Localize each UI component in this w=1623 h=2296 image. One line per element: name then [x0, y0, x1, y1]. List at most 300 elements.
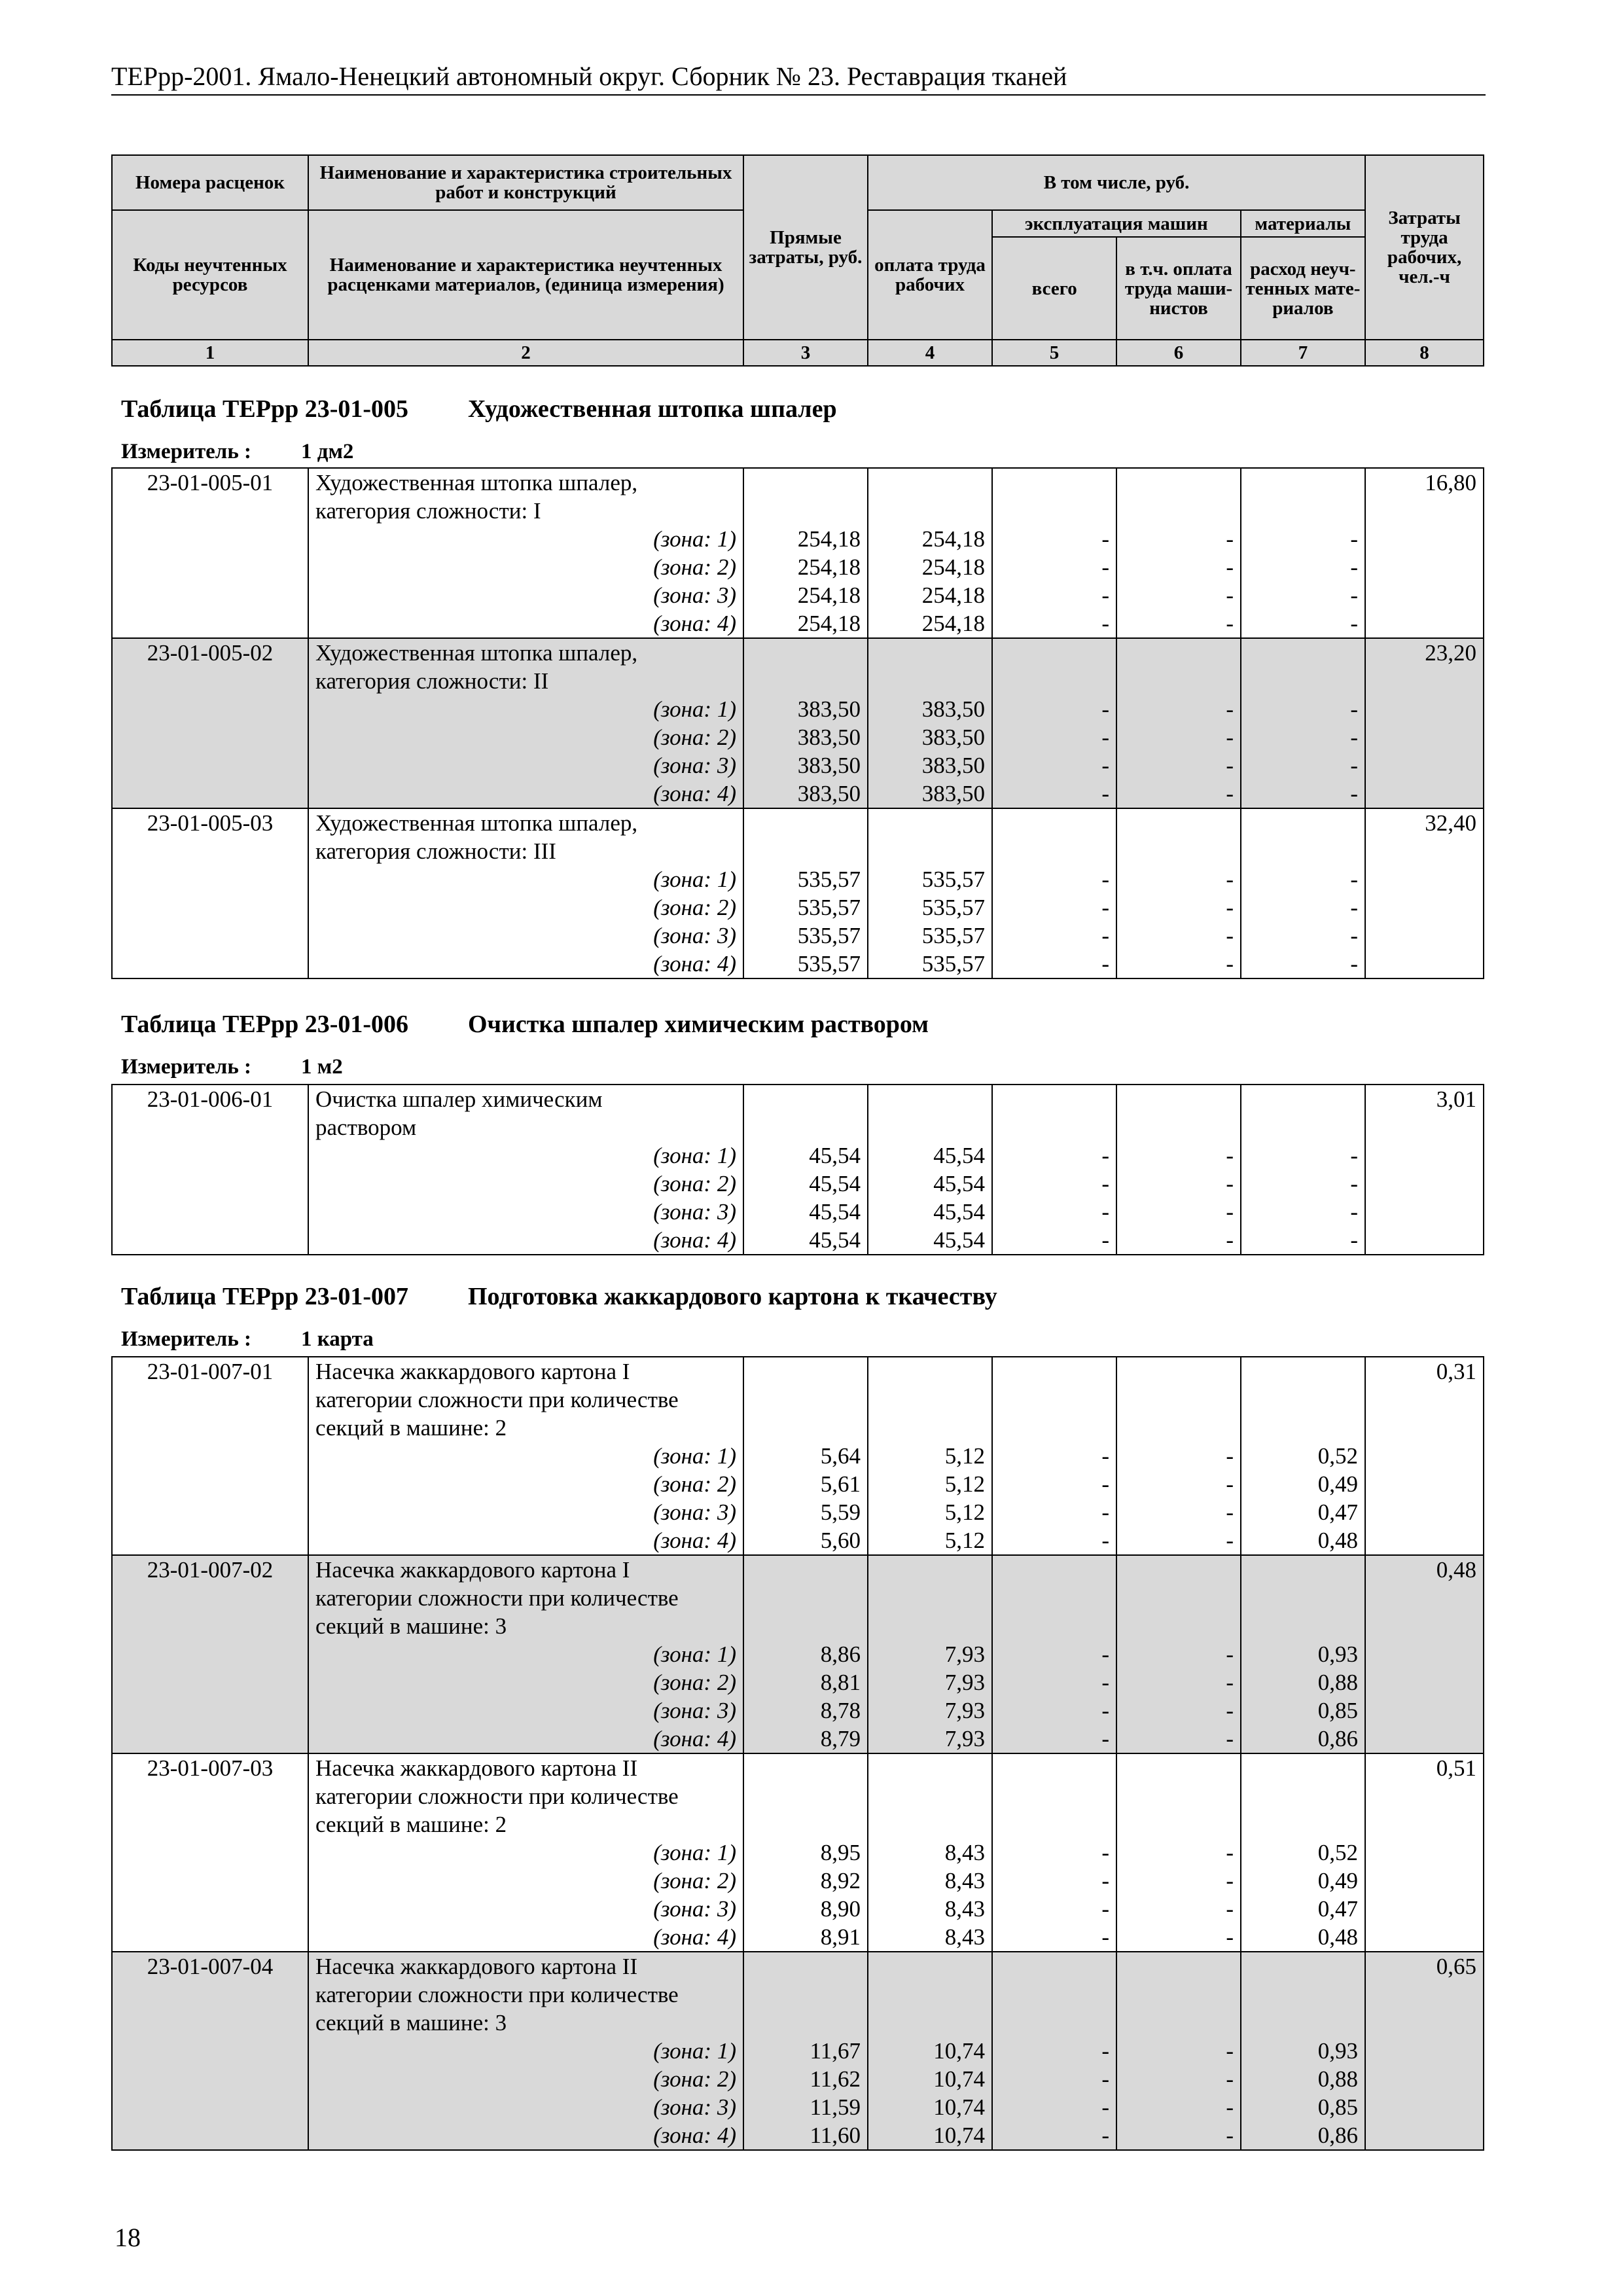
rate-code — [112, 1113, 308, 1141]
empty-cell — [112, 2093, 308, 2121]
machinist-pay: - — [1116, 553, 1241, 581]
page-number: 18 — [115, 2223, 141, 2252]
header-materials: материалы — [1241, 211, 1364, 237]
machine-total: - — [992, 1498, 1116, 1526]
rate-name-row — [112, 1952, 1484, 1981]
zone-row — [112, 1141, 1484, 1170]
empty-cell — [743, 667, 868, 695]
empty-cell — [743, 837, 868, 865]
rate-name-line: раствором — [308, 1113, 743, 1141]
zone-label: (зона: 1) — [308, 865, 743, 893]
header-resource-codes: Коды неучтенных ресурсов — [112, 210, 308, 340]
column-number-row — [112, 340, 1484, 366]
zone-label: (зона: 4) — [308, 950, 743, 978]
header-direct-costs: Прямые затраты, руб. — [743, 155, 868, 340]
labor-pay: 535,57 — [868, 950, 992, 978]
labor-cost: 0,48 — [1365, 1555, 1484, 1584]
direct-cost: 383,50 — [743, 780, 868, 808]
zone-row — [112, 609, 1484, 638]
empty-cell — [112, 950, 308, 978]
empty-cell — [868, 837, 992, 865]
empty-cell — [1241, 1357, 1365, 1386]
labor-pay: 45,54 — [868, 1198, 992, 1226]
header-total: всего — [993, 237, 1116, 339]
labor-pay: 45,54 — [868, 1141, 992, 1170]
materials: 0,88 — [1241, 1668, 1365, 1696]
machinist-pay: - — [1116, 695, 1241, 723]
labor-pay: 10,74 — [868, 2037, 992, 2065]
rate-code — [112, 497, 308, 525]
empty-cell — [112, 1470, 308, 1498]
empty-cell — [112, 1895, 308, 1923]
zone-row — [112, 922, 1484, 950]
measure-unit-005 — [121, 439, 353, 465]
empty-cell — [1365, 2065, 1484, 2093]
machinist-pay: - — [1116, 723, 1241, 751]
empty-cell — [868, 1414, 992, 1442]
labor-cost: 16,80 — [1365, 468, 1484, 497]
labor-cost — [1365, 1612, 1484, 1640]
empty-cell — [743, 1584, 868, 1612]
empty-cell — [868, 1085, 992, 1113]
rate-code: 23-01-006-01 — [112, 1085, 308, 1113]
rate-name-line: Насечка жаккардового картона II — [308, 1952, 743, 1981]
direct-cost: 45,54 — [743, 1226, 868, 1255]
empty-cell — [1116, 1810, 1241, 1839]
header-including: В том числе, руб. — [868, 155, 1365, 210]
labor-pay: 254,18 — [868, 609, 992, 638]
empty-cell — [1365, 1470, 1484, 1498]
materials: 0,49 — [1241, 1867, 1365, 1895]
labor-pay: 7,93 — [868, 1640, 992, 1668]
rate-name-line: Насечка жаккардового картона I — [308, 1555, 743, 1584]
machine-total: - — [992, 1867, 1116, 1895]
materials: - — [1241, 695, 1365, 723]
empty-cell — [1365, 950, 1484, 978]
column-number: 4 — [868, 340, 992, 366]
rate-code: 23-01-005-03 — [112, 808, 308, 837]
machine-total: - — [992, 1526, 1116, 1555]
table-name: Художественная штопка шпалер — [468, 395, 837, 423]
zone-label: (зона: 3) — [308, 581, 743, 609]
rate-name-row — [112, 1612, 1484, 1640]
direct-cost: 11,62 — [743, 2065, 868, 2093]
direct-cost: 45,54 — [743, 1141, 868, 1170]
rate-name-line: Насечка жаккардового картона II — [308, 1753, 743, 1782]
empty-cell — [1365, 1141, 1484, 1170]
materials: - — [1241, 922, 1365, 950]
empty-cell — [992, 837, 1116, 865]
table-code: Таблица ТЕРрр 23-01-006 — [121, 1011, 409, 1038]
empty-cell — [1365, 723, 1484, 751]
machinist-pay: - — [1116, 1668, 1241, 1696]
labor-pay: 535,57 — [868, 893, 992, 922]
empty-cell — [1365, 609, 1484, 638]
rate-name-line: категории сложности при количестве — [308, 1981, 743, 2009]
empty-cell — [1241, 1981, 1365, 2009]
empty-cell — [992, 1753, 1116, 1782]
machinist-pay: - — [1116, 1526, 1241, 1555]
empty-cell — [1365, 1696, 1484, 1725]
materials: 0,85 — [1241, 2093, 1365, 2121]
machine-total: - — [992, 525, 1116, 553]
empty-cell — [1365, 2037, 1484, 2065]
zone-row — [112, 1470, 1484, 1498]
rate-code — [112, 1810, 308, 1839]
empty-cell — [868, 1810, 992, 1839]
empty-cell — [868, 808, 992, 837]
empty-cell — [112, 553, 308, 581]
rates-table-006 — [111, 1084, 1484, 1255]
measure-label: Измеритель : — [121, 440, 252, 463]
empty-cell — [992, 1113, 1116, 1141]
rate-name-row — [112, 468, 1484, 497]
rate-name-row — [112, 1555, 1484, 1584]
materials: - — [1241, 1141, 1365, 1170]
empty-cell — [1365, 695, 1484, 723]
empty-cell — [743, 808, 868, 837]
materials: 0,48 — [1241, 1526, 1365, 1555]
empty-cell — [112, 1725, 308, 1753]
empty-cell — [1365, 780, 1484, 808]
empty-cell — [1365, 525, 1484, 553]
machinist-pay: - — [1116, 2121, 1241, 2150]
zone-row — [112, 893, 1484, 922]
rate-name-line: Насечка жаккардового картона I — [308, 1357, 743, 1386]
empty-cell — [1365, 922, 1484, 950]
empty-cell — [868, 1782, 992, 1810]
labor-cost: 32,40 — [1365, 808, 1484, 837]
rate-code — [112, 1981, 308, 2009]
header-subgroup — [992, 210, 1365, 340]
empty-cell — [743, 1810, 868, 1839]
empty-cell — [868, 2009, 992, 2037]
rate-name-line: секций в машине: 2 — [308, 1810, 743, 1839]
zone-label: (зона: 4) — [308, 1226, 743, 1255]
header-material-names: Наименование и характеристика неучтенных расценками материалов, (единица измерения) — [308, 210, 743, 340]
measure-label: Измеритель : — [121, 1327, 252, 1351]
empty-cell — [112, 1170, 308, 1198]
rate-name-line: категории сложности при количестве — [308, 1386, 743, 1414]
column-number: 5 — [992, 340, 1116, 366]
machinist-pay: - — [1116, 893, 1241, 922]
empty-cell — [868, 1584, 992, 1612]
rate-name-row — [112, 808, 1484, 837]
zone-label: (зона: 2) — [308, 1470, 743, 1498]
direct-cost: 11,60 — [743, 2121, 868, 2150]
rate-code: 23-01-005-02 — [112, 638, 308, 667]
zone-row — [112, 950, 1484, 978]
empty-cell — [112, 1498, 308, 1526]
empty-cell — [868, 1753, 992, 1782]
measure-value: 1 карта — [301, 1327, 374, 1351]
empty-cell — [1116, 808, 1241, 837]
empty-cell — [992, 1782, 1116, 1810]
empty-cell — [112, 581, 308, 609]
machinist-pay: - — [1116, 751, 1241, 780]
empty-cell — [1365, 751, 1484, 780]
labor-cost: 0,65 — [1365, 1952, 1484, 1981]
header-rate-numbers: Номера расценок — [112, 155, 308, 210]
materials: 0,52 — [1241, 1839, 1365, 1867]
machine-total: - — [992, 780, 1116, 808]
rate-name-row — [112, 2009, 1484, 2037]
empty-cell — [868, 1981, 992, 2009]
zone-label: (зона: 3) — [308, 751, 743, 780]
rate-code: 23-01-007-01 — [112, 1357, 308, 1386]
table-code: Таблица ТЕРрр 23-01-007 — [121, 1283, 409, 1310]
column-number: 7 — [1241, 340, 1365, 366]
rate-code — [112, 1386, 308, 1414]
zone-label: (зона: 3) — [308, 1895, 743, 1923]
labor-pay: 10,74 — [868, 2093, 992, 2121]
rate-name-line: Художественная штопка шпалер, — [308, 638, 743, 667]
rate-name-row — [112, 1357, 1484, 1386]
table-name: Очистка шпалер химическим раствором — [468, 1011, 929, 1038]
rate-code: 23-01-007-02 — [112, 1555, 308, 1584]
labor-pay: 10,74 — [868, 2065, 992, 2093]
materials: - — [1241, 865, 1365, 893]
empty-cell — [112, 922, 308, 950]
direct-cost: 535,57 — [743, 865, 868, 893]
empty-cell — [1241, 468, 1365, 497]
empty-cell — [1365, 1640, 1484, 1668]
machine-total: - — [992, 1226, 1116, 1255]
empty-cell — [1365, 2121, 1484, 2150]
rate-code — [112, 2009, 308, 2037]
labor-pay: 5,12 — [868, 1498, 992, 1526]
labor-pay: 254,18 — [868, 525, 992, 553]
labor-pay: 8,43 — [868, 1923, 992, 1952]
machinist-pay: - — [1116, 1498, 1241, 1526]
empty-cell — [992, 1555, 1116, 1584]
zone-row — [112, 1696, 1484, 1725]
labor-pay: 383,50 — [868, 780, 992, 808]
empty-cell — [1116, 2009, 1241, 2037]
zone-row — [112, 723, 1484, 751]
zone-label: (зона: 2) — [308, 2065, 743, 2093]
empty-cell — [743, 1357, 868, 1386]
machinist-pay: - — [1116, 581, 1241, 609]
empty-cell — [1365, 1725, 1484, 1753]
labor-cost: 3,01 — [1365, 1085, 1484, 1113]
empty-cell — [743, 1085, 868, 1113]
machinist-pay: - — [1116, 780, 1241, 808]
empty-cell — [868, 1386, 992, 1414]
materials: 0,49 — [1241, 1470, 1365, 1498]
labor-pay: 45,54 — [868, 1170, 992, 1198]
column-number: 2 — [308, 340, 743, 366]
zone-label: (зона: 1) — [308, 525, 743, 553]
machinist-pay: - — [1116, 1198, 1241, 1226]
rate-name-line: Художественная штопка шпалер, — [308, 808, 743, 837]
empty-cell — [868, 638, 992, 667]
measure-label: Измеритель : — [121, 1055, 252, 1079]
empty-cell — [112, 609, 308, 638]
zone-row — [112, 2093, 1484, 2121]
materials: 0,86 — [1241, 1725, 1365, 1753]
machine-total: - — [992, 1725, 1116, 1753]
empty-cell — [992, 468, 1116, 497]
empty-cell — [1116, 1414, 1241, 1442]
machine-total: - — [992, 609, 1116, 638]
empty-cell — [992, 1414, 1116, 1442]
direct-cost: 254,18 — [743, 553, 868, 581]
materials: - — [1241, 1198, 1365, 1226]
rate-code — [112, 667, 308, 695]
machinist-pay: - — [1116, 950, 1241, 978]
empty-cell — [1116, 1584, 1241, 1612]
empty-cell — [1241, 1753, 1365, 1782]
empty-cell — [992, 1981, 1116, 2009]
direct-cost: 8,92 — [743, 1867, 868, 1895]
rate-name-row — [112, 837, 1484, 865]
machine-total: - — [992, 2037, 1116, 2065]
empty-cell — [1116, 468, 1241, 497]
empty-cell — [1116, 1753, 1241, 1782]
zone-row — [112, 780, 1484, 808]
empty-cell — [1365, 1867, 1484, 1895]
empty-cell — [868, 1612, 992, 1640]
labor-cost — [1365, 1782, 1484, 1810]
rate-name-row — [112, 1085, 1484, 1113]
zone-label: (зона: 2) — [308, 1668, 743, 1696]
labor-pay: 7,93 — [868, 1725, 992, 1753]
empty-cell — [743, 1414, 868, 1442]
empty-cell — [992, 1584, 1116, 1612]
machine-total: - — [992, 1668, 1116, 1696]
empty-cell — [992, 1810, 1116, 1839]
labor-cost: 0,31 — [1365, 1357, 1484, 1386]
empty-cell — [1365, 581, 1484, 609]
materials: - — [1241, 609, 1365, 638]
zone-label: (зона: 1) — [308, 1640, 743, 1668]
table-title-005 — [121, 394, 837, 424]
zone-row — [112, 2037, 1484, 2065]
empty-cell — [1365, 1923, 1484, 1952]
rate-name-row — [112, 638, 1484, 667]
zone-label: (зона: 2) — [308, 1867, 743, 1895]
zone-label: (зона: 2) — [308, 553, 743, 581]
machine-total: - — [992, 751, 1116, 780]
zone-row — [112, 2121, 1484, 2150]
zone-row — [112, 1867, 1484, 1895]
zone-row — [112, 751, 1484, 780]
rate-name-row — [112, 1386, 1484, 1414]
machinist-pay: - — [1116, 2037, 1241, 2065]
labor-pay: 5,12 — [868, 1442, 992, 1470]
machinist-pay: - — [1116, 525, 1241, 553]
direct-cost: 8,95 — [743, 1839, 868, 1867]
machine-total: - — [992, 581, 1116, 609]
empty-cell — [112, 525, 308, 553]
table-name: Подготовка жаккардового картона к ткачеству — [468, 1283, 997, 1310]
machine-total: - — [992, 1442, 1116, 1470]
empty-cell — [743, 1782, 868, 1810]
direct-cost: 45,54 — [743, 1170, 868, 1198]
direct-cost: 254,18 — [743, 525, 868, 553]
empty-cell — [1365, 2093, 1484, 2121]
zone-label: (зона: 4) — [308, 780, 743, 808]
labor-cost — [1365, 497, 1484, 525]
rate-name-row — [112, 497, 1484, 525]
empty-cell — [1365, 1668, 1484, 1696]
empty-cell — [743, 1612, 868, 1640]
measure-value: 1 м2 — [301, 1055, 343, 1079]
labor-pay: 254,18 — [868, 581, 992, 609]
empty-cell — [868, 468, 992, 497]
empty-cell — [743, 497, 868, 525]
labor-pay: 383,50 — [868, 751, 992, 780]
machine-total: - — [992, 2093, 1116, 2121]
zone-row — [112, 1895, 1484, 1923]
machinist-pay: - — [1116, 865, 1241, 893]
empty-cell — [743, 1555, 868, 1584]
rate-code — [112, 837, 308, 865]
machine-total: - — [992, 1923, 1116, 1952]
column-header-table — [111, 154, 1484, 367]
header-labor-costs: Затраты труда рабочих, чел.-ч — [1365, 155, 1484, 340]
page-header: ТЕРрр-2001. Ямало-Ненецкий автономный округ. Сборник № 23. Реставрация тканей — [111, 60, 1486, 96]
labor-cost — [1365, 1386, 1484, 1414]
materials: - — [1241, 553, 1365, 581]
rate-code — [112, 1612, 308, 1640]
rate-name-line: категории сложности при количестве — [308, 1782, 743, 1810]
rates-table-005 — [111, 467, 1484, 979]
zone-label: (зона: 1) — [308, 695, 743, 723]
rate-name-line: секций в машине: 3 — [308, 1612, 743, 1640]
empty-cell — [868, 667, 992, 695]
machine-total: - — [992, 950, 1116, 978]
machine-total: - — [992, 865, 1116, 893]
direct-cost: 254,18 — [743, 609, 868, 638]
direct-cost: 535,57 — [743, 922, 868, 950]
empty-cell — [992, 667, 1116, 695]
machinist-pay: - — [1116, 1839, 1241, 1867]
labor-cost — [1365, 1981, 1484, 2009]
materials: - — [1241, 525, 1365, 553]
materials: 0,48 — [1241, 1923, 1365, 1952]
machine-total: - — [992, 1470, 1116, 1498]
direct-cost: 45,54 — [743, 1198, 868, 1226]
empty-cell — [112, 1526, 308, 1555]
zone-label: (зона: 1) — [308, 1839, 743, 1867]
empty-cell — [1365, 1442, 1484, 1470]
machinist-pay: - — [1116, 1442, 1241, 1470]
empty-cell — [1116, 1555, 1241, 1584]
table-title-006 — [121, 1009, 929, 1039]
materials: 0,52 — [1241, 1442, 1365, 1470]
labor-pay: 10,74 — [868, 2121, 992, 2150]
machinist-pay: - — [1116, 1226, 1241, 1255]
empty-cell — [1116, 1952, 1241, 1981]
empty-cell — [1116, 497, 1241, 525]
materials: - — [1241, 1226, 1365, 1255]
empty-cell — [992, 1386, 1116, 1414]
empty-cell — [112, 1226, 308, 1255]
zone-label: (зона: 1) — [308, 1141, 743, 1170]
empty-cell — [112, 1867, 308, 1895]
zone-label: (зона: 3) — [308, 2093, 743, 2121]
machinist-pay: - — [1116, 609, 1241, 638]
rate-name-line: категория сложности: III — [308, 837, 743, 865]
direct-cost: 8,79 — [743, 1725, 868, 1753]
empty-cell — [1241, 1414, 1365, 1442]
rate-code: 23-01-007-04 — [112, 1952, 308, 1981]
empty-cell — [1365, 865, 1484, 893]
materials: - — [1241, 723, 1365, 751]
materials: 0,47 — [1241, 1498, 1365, 1526]
